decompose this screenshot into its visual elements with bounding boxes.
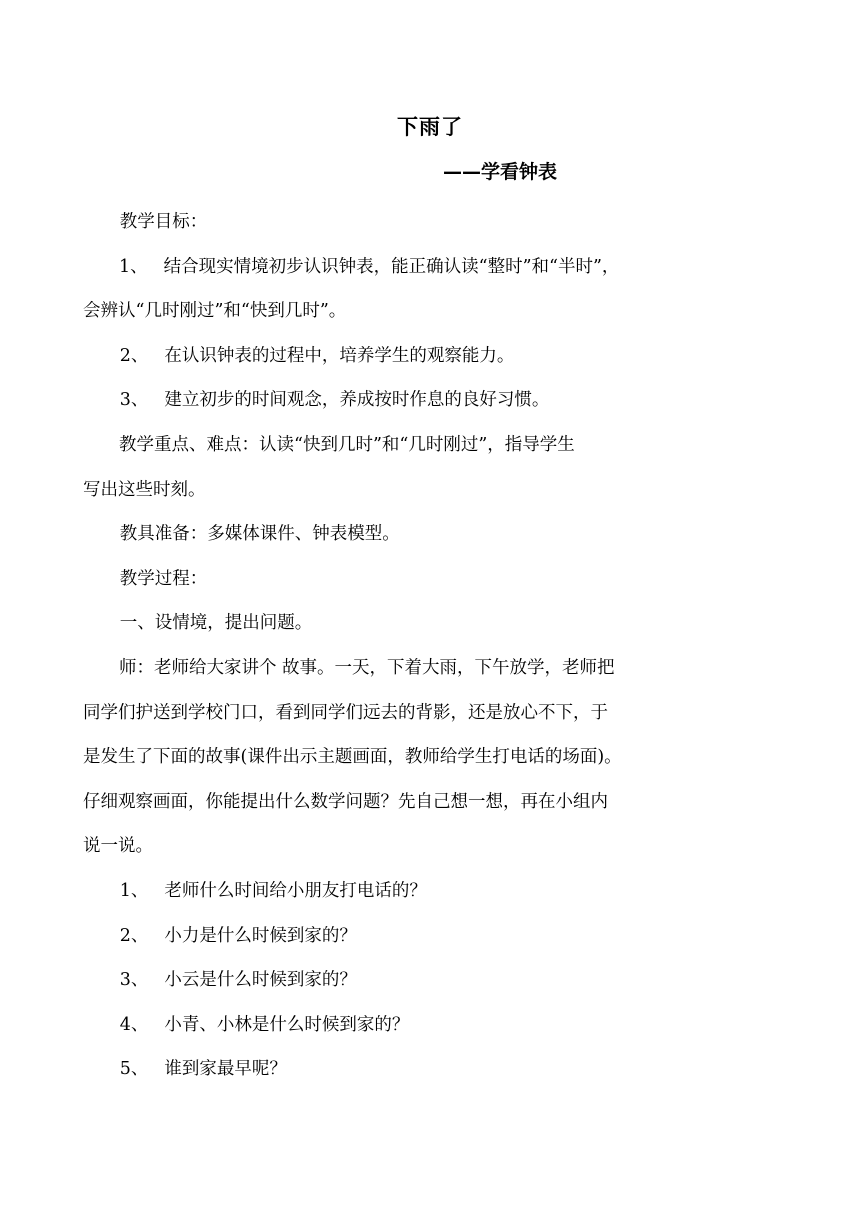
question-text: 小云是什么时候到家的？ bbox=[164, 970, 357, 991]
objective-item bbox=[83, 334, 703, 379]
key-points-line: 写出这些时刻。 bbox=[83, 479, 206, 500]
materials-line: 教具准备：多媒体课件、钟表模型。 bbox=[119, 524, 400, 545]
question-text: 谁到家最早呢？ bbox=[164, 1059, 287, 1080]
question-text: 小青、小林是什么时候到家的？ bbox=[164, 1014, 410, 1035]
objective-text-continued: 会辨认“几时刚过”和“快到几时”。 bbox=[83, 301, 347, 322]
teacher-paragraph bbox=[83, 646, 703, 869]
paragraph-line: 是发生了下面的故事(课件出示主题画面，教师给学生打电话的场面)。 bbox=[83, 747, 622, 768]
objective-item bbox=[83, 245, 703, 334]
question-number: 4、 bbox=[119, 1014, 149, 1035]
question-number: 3、 bbox=[119, 970, 149, 991]
process-heading: 教学过程： bbox=[119, 568, 208, 589]
question-text: 老师什么时间给小朋友打电话的？ bbox=[164, 880, 427, 901]
key-points-line: 教学重点、难点：认读“快到几时”和“几时刚过”，指导学生 bbox=[119, 434, 575, 455]
question-text: 小力是什么时候到家的？ bbox=[164, 925, 357, 946]
question-item bbox=[83, 914, 703, 959]
objective-text: 建立初步的时间观念，养成按时作息的良好习惯。 bbox=[164, 390, 550, 411]
paragraph-line: 说一说。 bbox=[83, 836, 153, 857]
document-body bbox=[83, 200, 703, 1092]
objectives-heading: 教学目标： bbox=[119, 212, 208, 232]
question-item bbox=[83, 1003, 703, 1048]
paragraph-line: 师：老师给大家讲个 故事。一天，下着大雨，下午放学，老师把 bbox=[119, 657, 615, 678]
question-item bbox=[83, 958, 703, 1003]
question-item bbox=[83, 869, 703, 914]
objective-item bbox=[83, 378, 703, 423]
objective-number: 1、 bbox=[119, 256, 148, 277]
document-title: 下雨了 bbox=[397, 115, 463, 139]
question-number: 2、 bbox=[119, 925, 149, 946]
objective-text: 结合现实情境初步认识钟表，能正确认读“整时”和“半时”， bbox=[163, 256, 620, 277]
question-number: 1、 bbox=[119, 880, 149, 901]
document-subtitle: ——学看钟表 bbox=[443, 161, 558, 183]
section-heading: 一、设情境，提出问题。 bbox=[119, 613, 313, 634]
paragraph-line: 仔细观察画面，你能提出什么数学问题？先自己想一想，再在小组内 bbox=[83, 791, 608, 812]
objective-text: 在认识钟表的过程中，培养学生的观察能力。 bbox=[164, 345, 515, 366]
objective-number: 3、 bbox=[119, 390, 149, 411]
question-number: 5、 bbox=[119, 1059, 149, 1080]
question-item bbox=[83, 1047, 703, 1092]
paragraph-line: 同学们护送到学校门口，看到同学们远去的背影，还是放心不下，于 bbox=[83, 702, 608, 723]
objective-number: 2、 bbox=[119, 345, 149, 366]
key-points bbox=[83, 423, 703, 512]
